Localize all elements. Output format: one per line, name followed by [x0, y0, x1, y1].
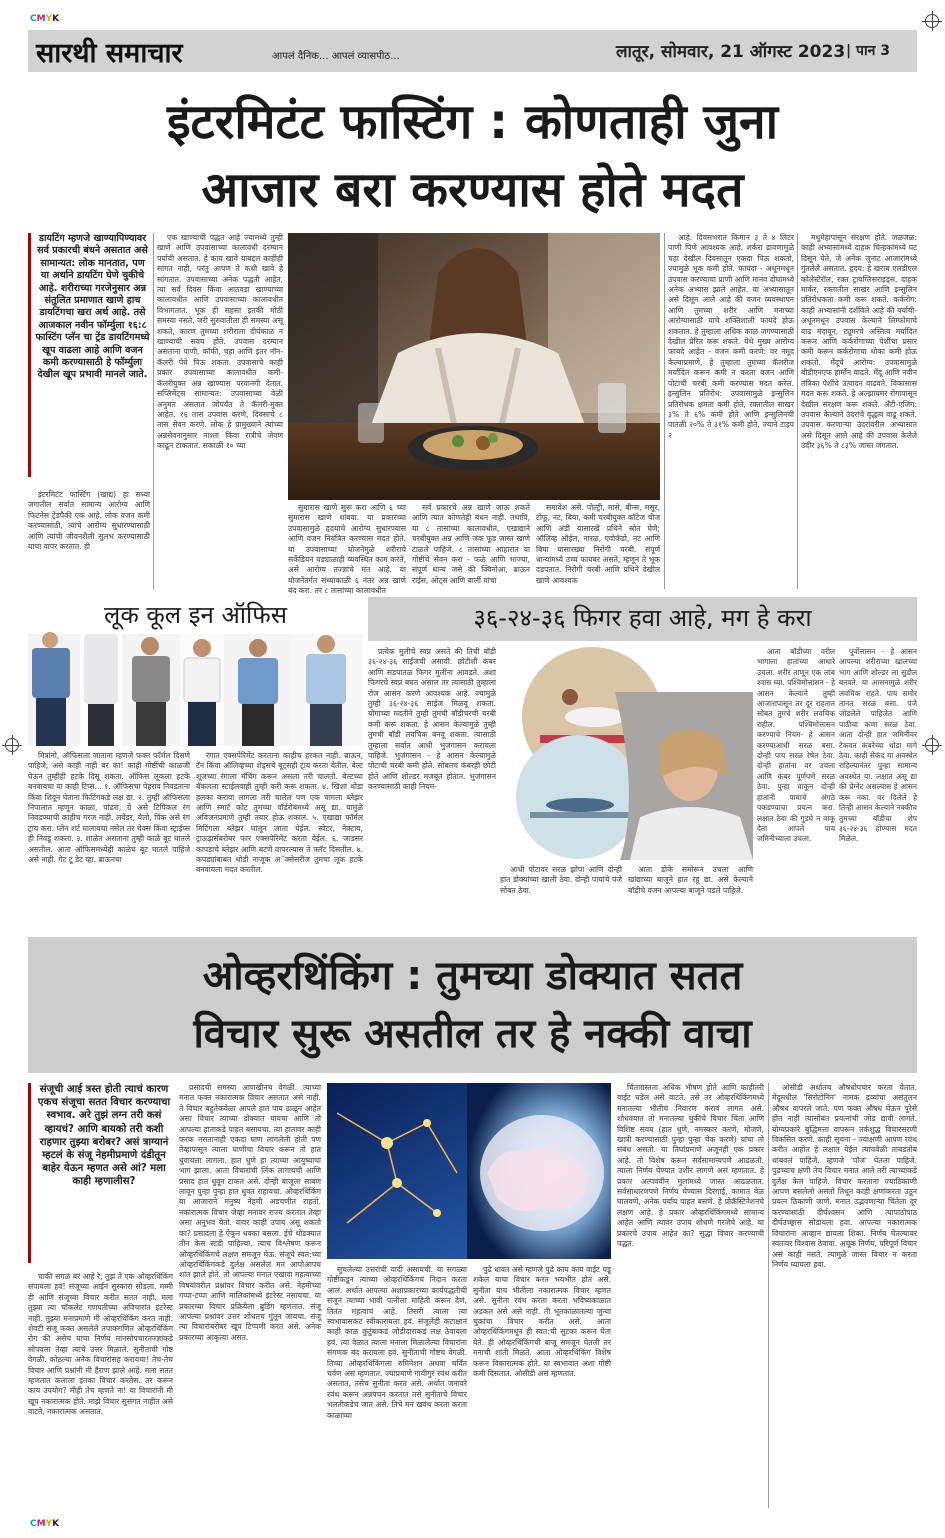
article4-col2: प्रसादची समस्या आणखीनच वेगळी. त्याच्या मनात फक्त नकारात्मक विचार असतात असे नाही. ते विचार बहुतेकवेळा आपले हात पाय ढाळून आहेत असा विचार त्याच्या डोक्यात यायचा आणि तो आपल्या हाताकडे पाहत बसायचा. त्या हातावर काही फरक नसतानाही एकदा घाण लागलेली होती पण तेव्हापासून त्याला घाणीचा विचार करून तो हात धुवायला लागला. हात धुणे हा त्याच्या आयुष्याचा भाग झाला. आता विचारांची लिंक लागायची आणि प्रसाद हात धुवून टाकत असे. दोन्ही बाजूला साबण लावून पुन्हा पुन्हा हात धुवत राहायचा. ओव्हरथिंकिंग या आजाराने मनुष्य नेहमी अडचणीत राहतो. नकारात्मक विचार जेव्हा मनावर राज्य करतात तेव्हा असा अनुभव येतो. यावर काही उपाय असू शकतो का? प्रसादला हे ऐकून धक्का बसला. ईचे थोडक्यात तीन केस स्टडी पाहिल्या. त्याच विश्लेषण करून ओव्हरथिंकिंगचे लक्षण समजून घेऊ. संजूचे स्वत:च्या ओव्हरथिंकिंगकडे दुर्लक्ष असलेलं मत आपोआपच शांत झाले होते. तो आपल्या मनात एखादा महत्वाच्या विषयांवरील प्रश्नांवर विचार करीत असे. नेहमीच्या गप्पा-टप्पा आणि मालिकांमध्ये इंटरेस्ट नसायचा. या प्रकारच्या विचार प्रक्रियेला ब्रुडिंग म्हणतात. संजू आपल्या प्रश्नांवर उत्तर शोधतच गुंतून जायचा. संजू त्या विचारांबरोबर खूप टिप्पणी करत असे. अनेक प्रकारच्या आकृत्या असत. [179, 1083, 321, 1342]
article4-col3: सुचलेल्या उत्तरांची यादी असायची. या सगळ्या गोष्टींकडून त्याच्या ओव्हरथिंकिंगचं निदान करता आलं. अर्थात आपल्या अशाप्रकारच्या कार्यपद्धतीची संजूनं त्याच्या भावी पत्नीला माहिती करून देणं, तितंत महत्वाचं आहे. तिसरी त्याला त्या स्वभावासकट स्वीकारायला हवं. संजूलेही कटाक्षानं काही काळ कुटुंबाकडं जोडीदाराकडं लक्ष ठेवायला हवं. त्या वेळात त्याला मनाला मिळालेल्या विचारांना संगणक बंद करायला हवं. सुनीताची गोष्टच वेगळी. तिच्या ओव्हरथिंकिंगला रुमिनेशन अथवा चर्वित चर्वण असं म्हणतात. ज्याप्रमाणे गायीगुरं रवंथ करीत असतात, तसेच सुनीता करत असे. अर्थात जनावरे रवंथ करून अन्नपचन करतात तसे सुनीताचे विचार भलतीकडेच जात असे. तिचे मन खवंथ करता करता काळाच्या [327, 1265, 467, 1420]
article3-col1: प्रत्येक मुलीचे स्वप्न असते की तिची बॉडी ३६-२४-३६ साईजची असावी. छोटीशी कंबर आणि सडपातळ फिगर मुलींना आवडते. अशा फिगरचे स्वप्न बघत असाल तर त्यासाठी तुम्हाला रोज आसन करणे आवश्यक आहे. ज्यामुळे तुम्ही ३६-२४-३६ साईज मिळवू शकता. योगाच्या मदतीने तुम्ही तुमची बॉडीचरची चरबी कमी करू शकता. हे आसन केल्यामुळे तुम्ही तुमची बॉडी लवचिक बनवू शकता. त्यासाठी तुम्हाला सर्वात आधी भुजंगासन करायला पाहिजे. भुजंगासन - हे आसन केल्यामुळे पोटाची चरबी कमी होते. सोबतच कंबरही छोटी होते आणि शोल्डर मजबूत होतात. भुजंगासन करण्यासाठी काही नियम- [368, 647, 496, 792]
registration-mark-top-right [925, 14, 939, 28]
article3-headline: ३६-२४-३६ फिगर हवा आहे, मग हे करा [473, 604, 812, 632]
article1-under-c: समावेश असे. पोल्ट्री, मासे, बीन्स, मसूर, टोफू, नट, बिया, कमी चरबीयुक्त कॉटेज चीज आणि अंडी यासारखे प्रथिने स्रोत घेणे; ऑलिव्ह ऑईल, नारळ, एवोकॅडो, नट आणि बिया यासारख्या निरोगी चरबी. संपूर्ण धान्यांमध्ये उच्च फायबर असते, म्हणून ते भूक दडपतात. निरोगी चरबी आणि प्रथिने देखील खाणे आवश्यक [536, 503, 660, 585]
yoga-photo [500, 647, 753, 860]
article4-col1: चाकी सगळं बरं आहे रे, तुझं ते एक ओव्हरथिंकिंग संपायला हवं! संजूच्या आईनं सुस्कारा सोडला. मम्मी ही आणि संजूच्या विचार करीत सतत नाही. मला तुझ्या त्या चॉकलेट गणपतीच्या अविचारांत इंटरेस्ट नाही. तुझ्या मनाप्रमाणे मी ओव्हरथिंकिंग करत नाही. शेवटी संजू फक्त असलेले तपाकगणित ओव्हरथिंकिंग रोग की असेच याचा निर्णय मानसोपचारतज्ज्ञांकडे सोपवला तेव्हा त्यांचे उत्तर मिळाले. सुनीताची गोष्ट वेगळी. कोठल्या अनेक विचारांसह करायचा! तेच-तेच विचार आणि प्रश्नांनी मी हैराण झाले आहे. मला सतत म्हणतात कलाला इतका विचार करतेस. तर करून काय उपयोग? मीही तेच म्हणते ना! या विचारांनी मी खूप नकारात्मक होते. माझे विचार सुसंगत नाहीत असे वाटते, नकारात्मक असतात. [28, 1272, 173, 1417]
divider [153, 233, 154, 589]
article2-headline: लूक कूल इन ऑफिस [104, 601, 287, 629]
article2-col2: रंगात एक्सपेरिमेंट करताना काहीच हरकत नाही. ब्राऊन, टॅन किंवा ऑलिव्हच्या शेड्सचे बूट्सही ट्राय करता येतील. बेल्ट शूजच्या रंगाला मॅचिंग करून असला तरी चालतो. बेल्टच्या बॅकलला स्टाईलवाही तुम्ही करी करू शकता. ४. खिशा थोडा हलका करावा लागला तरी चालेल पण एक चांगला ब्लेझर आणि स्मार्ट कोट तुमच्या वॉर्डरोबमध्ये असू द्या. यामुळे अविजनप्रमाणे तुम्ही तयार होऊ शकाल. ५. एखाद्या फॉर्मल मिटिंगला ब्लेझर घालून जाता येईल. स्वेटर, नेक्टाय, ट्राऊझर्सबरोबर फार एक्सपेरिमेंट करता येईल. ६. जाडसर कापडाचे ब्लेझर आणि बटणे वापरल्यास ते फ्लॅट दिसतील. ७. कपड्यांबाबत थोडी नाजूक अॅक्सेसरीज तुमचा लूक हटके बनवायला मदत करतील. [196, 751, 363, 875]
divider [797, 233, 798, 589]
article4-lead [28, 1083, 173, 1263]
article4-lead-text: संजूची आई त्रस्त होती त्याचं कारण एकच संजूचा सतत विचार करण्याचा स्वभाव. अरे तुझं लग्न तरी कसं व्हायचं? आणि बायको तरी कशी राहणार तुझ्या बरोबर? असं त्राग्यानं म्हटलं के संजू नेहमीप्रमाणे दंडीतून बाहेर येऊन म्हणत असे आं? मला काही म्हणालीस? [37, 1084, 171, 1188]
article1-col5: आहे. दिवसभरात किमान ३ ते ४ लिटर पाणी पिणे आवश्यक आहे. शर्करा द्रावणामुळे चहा देखील दिवसातून एकदा पिऊ शकतो, ज्यामुळे भूक कमी होते. फायदा - अधूनमधून उपवास करण्याचा प्राणी आणि मानव दोघांमध्ये अनेक अभ्यास झाले आहेत. या अभ्यासातून असे दिसून आले आहे की वजन व्यवस्थापन आणि तुमच्या शरीर आणि मनाच्या आरोग्यासाठी याचे शक्तिशाली फायदे होऊ शकतात. हे तुम्हाला अधिक काळ जगण्यासाठी देखील प्रेरित करू शकते. येथे मुख्य आरोग्य फायदे आहेत - वजन कमी करणे: वर नमूद केल्याप्रमाणे, हे तुम्हाला तुमच्या कॅलरीज मर्यादित करून कमी न करता वजन आणि पोटाची चरबी कमी करण्यास मदत करेल. इन्सुलिन प्रतिरोध: उपवासामुळे इन्सुलिन प्रतिरोधक क्षमता कमी होते, रक्तातील साखर ३% ते ६% कमी होते आणि इन्सुलिनची पातळी २०% ते ३१% कमी होते, ज्याने टाइप २ [668, 233, 794, 440]
article4-col5: चिंताग्रस्तता अधिक भीषण होते आणि काहीतरी वाईट घडेल असे वाटते. तसे तर ओव्हरथिंकिंगमध्ये मनातल्या भीतीचं निवारण करावं लागत असे. शोधवयात तो मनातल्या चुकीचे विचार चिंता आणि विशिष्ट सवय (हात धुणे, नमस्कार करणे, मोजणे, खात्री करण्यासाठी पुन्हा पुन्हा चेक करणे) यांचा तो संबंध असतो. या तिघांप्रमाणे अजूनही एक प्रकार आहे. तो विशेष करून सर्वसामान्यपणे आढळतो. त्याला निर्णय घेण्यात उशीर लागणे असं म्हणतात. हे प्रकार अल्पवयीन मुलांमध्ये जास्त आढळतात. सर्वसाधारणपणे निर्णय घेण्यास दिरंगाई, कामात वेळ घालवणे, अनेक पर्याय पाहत बसणे. हे प्रोक्रॅस्टिनेशनचे लक्षण आहे. हे प्रकार ओव्हरथिंकिंगमध्ये सामान्य आहेत आणि त्यावर उपाय शोधणे गरजेचे आहे. या प्रकारचे उपाय आहेत का? सुद्धा विचार करण्याची पद्धत. [617, 1083, 764, 1249]
article4-col4: पुढे धावत असे म्हणजे पुढे काय काय वाईट घडू शकेल याचा विचार करत भयभीत होत असे. सुनीता याच भीतीला नकारात्मक विचार म्हणत असे. सुनीता रवंथ करता करता भविष्यकाळात अडकत असे असे नाही. ती भूतकाळातल्या जुन्या चुकांचा विचार करीत असे. आता ओव्हरथिंकिंगमधून ही स्वत:ची सुटका करून घेता येते. ही ओव्हरथिंकिंगची बाजू समजून घेतली तर मनाची शांती मिळते. आता ओव्हरथिंकिंग विशेष करून विकारात्मक होते. या स्वभावात अशा गोष्टी कमी दिसतात. ओसीडी असं म्हणतात. [473, 1265, 611, 1379]
cmyk-mark-bottom: CMYK [30, 1519, 60, 1529]
page-number: | पान 3 [846, 43, 890, 59]
article3-under2: आता डोके समोरून उचला आणि खांद्याच्या बाजूने हात रहू द्या. असे केल्याने बॉडीचे वजन आपल्या बाजूने पडले पाहिजे. [628, 865, 753, 895]
article4-headline-line2: विचार सुरू असतील तर हे नक्की वाचा [193, 1011, 752, 1057]
divider [768, 1083, 769, 1508]
article4-headline-bar [28, 937, 917, 1073]
article1-under-a: सुमारास खाणे सुरू करा आणि ६ च्या सुमारास खाणे थांबवा. या प्रकारच्या उपवासामुळे हृदयाचे आरोग्य सुधारण्यास आणि वजन नियंत्रित करण्यास मदत होते. या उपवासाच्या योजनेमुळे शरीराचे सर्केडियन घड्याळाही व्यवस्थित काम करते, असे आरोग्य तज्ज्ञांचे मत आहे. या योजनेंतर्गत संध्याकाळी ६ नंतर अन्न खाणे बंद करा. तर ८ तासांच्या कालावधीत [288, 503, 406, 596]
article1-col2: एक खाण्याची पद्धत आहे ज्यामध्ये तुम्ही खाणे आणि उपवासाच्या कालावधी दरम्यान पर्यायी असतात. हे काय खावे याबद्दल काहीही सांगत नाही, परंतु आपण ते कधी खावे हे सांगतात. उपवासाच्या अनेक पद्धती आहेत, त्या सर्व दिवस किंवा आठवडा खाण्याच्या कालावधीत आणि उपवासाच्या कालावधीत विभागतात. भूक ही सहसा इतकी मोठी समस्या नसते, जरी सुरुवातीला ही समस्या असू शकते, कारण तुमच्या शरीराला दीर्घकाळ न खाण्याची सवय होते. उपवास दरम्यान असताना पाणी, कॉफी, चहा आणि इतर नॉन-कॅलरी पेये पिऊ शकता. उपवासाचे काही प्रकार उपवासाच्या कालावधीत कमी-कॅलरीयुक्त अन्न खाण्यास परवानगी देतात. सप्लिमेंट्स सामान्यत: उपवासाच्या वेळी अनुमत असतात जोपर्यंत ते कॅलरी-मुक्त आहेत. १६ तास उपवास करणे, दिवसाचे ८ तास सेवन करणे. लोक हे प्रामुख्याने त्यांच्या अन्नसेवनानुसार नाश्ता किंवा रात्रीचे जेवण काढून टाकतात. सकाळी १० च्या [157, 233, 283, 451]
article3-headline-bar [368, 597, 917, 641]
article1-col1: इंटरमिटंट फास्टिंग (खाद्य) हा सध्या जगातील सर्वात सामान्य आरोग्य आणि फिटनेस ट्रेंडपैकी एक आहे. लोक वजन कमी करण्यासाठी, त्यांचे आरोग्य सुधारण्यासाठी आणि त्यांची जीवनशैली सुलभ करण्यासाठी याचा वापर करतात. ही [28, 490, 150, 552]
article1-under-b: सर्व प्रकारचे अन्न खाणे जाऊ शकते आणि त्यात कोणतेही बंधन नाही. तथापि, या ८ तासांच्या कालावधीत, एखाद्याने चरबीयुक्त अन्न आणि जंक फूड जास्त खाणे टाळले पाहिजे. ८ तासांच्या आहारात या गोष्टींचे सेवन करा - फळे आणि भाज्या, संपूर्ण धान्य जसे की क्विनोआ, ब्राऊन राईस, ओट्स आणि बार्ली यांचा [412, 503, 530, 585]
article1-lead [28, 233, 150, 477]
tagline: आपलं दैनिक... आपलं व्यासपीठ... [272, 51, 400, 62]
masthead [28, 30, 917, 72]
article4-col6: ओसीडी अर्थातच औषधोपचार करता येतात. मेंदूमधील 'सिरोटोनिन' नामक द्रव्यांचा असंतुलन औषध वापरले जाते. पण फक्त औषध घेऊन पुरेसे होत नाही त्यासोबत प्रयत्नांची जोड द्यावी लागते. योग्यप्रकारे बुद्धिमत्ता वापरून तर्कशुद्ध विचारसरणी विकसित करणे. काही सूचना - ज्याक्षणी आपण रवंथ करीत आहोत हे लक्षात येईल त्याचवेळी ताबडतोब थांबवलं पाहिजे. म्हणजे 'पॉज' घेतला पाहिजे. पुढच्याच क्षणी तेच विचार मनात आले तरी त्याच्याकडे दुर्लक्ष केलं पाहिजे. विचार करताना ज्याठिकाणी आपण बसलेलो असतो तिथून काही क्षणांकरता उठून प्रयत्न ठिकाणी जाणे. मनात उद्भवणाऱ्या चिंतेला दूर करण्यासाठी दीर्घश्वसन आणि त्यापाठोपाठ दीर्घउच्छ्वास सोडायला हवा. आपल्या नकारात्मक विचारांना आव्हान द्यायला शिका. निर्णय घेतल्यावर स्वतःवर विश्वास ठेवावा. अचूक निर्णय, परिपूर्ण विचार असं काही नसते. त्यामुळे जास्त विचार न करता निर्णय घ्यायला हवा. [772, 1083, 918, 1269]
brain-photo [327, 1083, 611, 1259]
registration-mark-left [5, 738, 19, 752]
article1-headline-line2: आजार बरा करण्यास होते मदत [201, 162, 744, 218]
paper-name: सारथी समाचार [36, 38, 183, 69]
divider [664, 233, 665, 589]
article2-col1: मित्रांनो, ऑफिसला जाताना म्हणजे फक्त फॉर्मल दिसणे पाहिजे, असे काही नाही बर का! काही गोष्टींची काळजी घेऊन तुम्हीही हटके दिसू शकता. ऑफिस लूकला हटके बनवायचा या काही टिप्स... १. ऑफिसचा पेहराव निवडताना किंवा शिवून घेताना फिटिंगकडे लक्ष द्या. २. तुम्ही ऑफिसला निपालात म्हणून काळा, पांढरा, ग्रे असे टिपिकल रंग निवडण्याची काहीच गरज नाही. लवेंडर, येलो, पिंक असे रंग ट्राय करा. प्लेन शर्ट घालायचा नसेल तर चेक्स किंवा स्ट्राईप्स ही निवडू शकता. ३. शाळेत असताना तुम्ही काळे बूट घातले असतील. आता ऑफिसमध्येही काळेच बूट घातले पाहिजे असे नाही. गेट टू डेट व्हा. ब्राऊनचा [28, 751, 191, 865]
cmyk-mark-top: CMYK [30, 14, 60, 24]
registration-mark-right [925, 738, 939, 752]
article1-headline-line1: इंटरमिटंट फास्टिंग : कोणताही जुना [166, 94, 779, 150]
place-date: लातूर, सोमवार, 21 ऑगस्ट 2023 [616, 42, 846, 62]
article4-headline-line1: ओव्हरथिंकिंग : तुमच्या डोक्यात सतत [202, 953, 743, 999]
office-men-photo [28, 634, 363, 746]
article3-col3: आता बॉडीच्या वरील भागाला हातांच्या आधारे उचला. शरीर ताणून एक लांब श्वास घ्या. पश्चिमोत्तासन - हे आसन केल्याने तुम्ही आजारापासून तर दूर राहतात सोबत तुमचे शरीर लवचिक राहील. पश्चिमोत्तासन करण्याचे नियम- हे आसन करण्याआधी सरळ बसा. दोन्ही पाय सरळ रेषेत ठेवा. दोन्ही हातांना वर उचला आणि कंबर पूर्णपणे सरळ ठेवा. पुन्हा वाकून दोन्ही हातांनी पायाचे अंगठे पकडण्याचा प्रयत्न करा. लक्षात ठेवा की गुडघे न वाकू देता आपले पाय जमिनीच्याला उचला. [757, 647, 835, 844]
article1-lead-text: डायटिंग म्हणजे खाण्यापिण्यावर सर्व प्रकारची बंधने असतात असे सामान्यत: लोक मानतात, पण या अर्थाने डायटिंग घेणे चुकीचे आहे. शरीराच्या गरजेनुसार अन्न संतुलित प्रमाणात खाणे हाच डायटिंगचा खरा अर्थ आहे. तसे आजकाल नवीन फॉर्म्युला १६:८ फास्टिंग प्लॅन चा ट्रेंड डायटिंगमध्ये खूप वाढला आहे आणि वजन कमी करण्यासाठी हे फॉर्म्युला देखील खूप प्रभावी मानले जाते. [35, 233, 150, 381]
article1-col6: मधुमेहापासून संरक्षण होते. जळजळ: काही अभ्यासांमध्ये दाहक चिन्हकांमध्ये घट दिसून येते, जे अनेक जुनाट आजारांमध्ये गुंतलेले असतात. हृदय: हे खराब एलडीएल कोलेस्टेरॉल, रक्त ट्रायग्लिसराइड्स, दाहक मार्कर, रक्तातील साखर आणि इन्सुलिन प्रतिरोधकता कमी करू शकते. कर्करोग: काही अभ्यासांनी दर्शविले आहे की पर्यायी-अधूनमधून उपवास केल्याने लिम्फोमाचे वाढ मंदावून, ट्यूमरचे अस्तित्व मर्यादित करून आणि कर्करोगाच्या पेशींचा प्रसार कमी करून कर्करोगाचा धोका कमी होऊ शकतो. मेंदूचे आरोग्य: उपवासामुळे बीडीएनएफ हार्मोन वाढते. मेंदू आणि नवीन तंत्रिका पेशींचे उत्पादन वाढवते. विकासास मदत करू शकते. हे अल्झायमर रोगापासून देखील संरक्षण करू शकते. अँटी-एजिंग: उपवास केल्याने उंदरांचे वृद्धत्व वाढू शकते. उपवास करणाऱ्या उंदरांवरील अभ्यासात असे दिसून आले आहे की उपवास केलेले उंदीर ३६% ते ८३% जास्त जगतात. [801, 233, 917, 451]
article3-under1: आधी पोटावर सरळ झोपा आणि दोन्ही हात डोक्यांच्या खाली ठेवा. दोन्ही पायांचे पंजे सोबत ठेवा. [500, 865, 622, 895]
woman-eating-photo [288, 233, 660, 500]
article3-col4: पूर्वोत्तासन - हे आसन आपल्या शरीराच्या खालच्या भाग आणि शोल्डर ला सुडौल बनवते. या आसनामुळे शरीर लवचिक राहते. पाय समोर तानत सरळ बसा. पंजे जोडलेले पाहिजेत आणि पाठीचा कणा सरळ ठेवा. आता दोन्ही हात जमिनीवर टेकवत कंबरेच्या थोडा मागे ठेवा. काही सेकंद या अवस्थेत राहिल्यानंतर पुन्हा सामान्य अवस्थेत या. लक्षात असू द्या की प्रेग्नेंट असल्यास हे आसन करू नका. वर दिलेले हे तिन्ही आसन केल्याने नक्कीच तुमच्या बॉडीचा शेप ३६-२४-३६ होण्यास मदत मिळेल. [839, 647, 917, 844]
